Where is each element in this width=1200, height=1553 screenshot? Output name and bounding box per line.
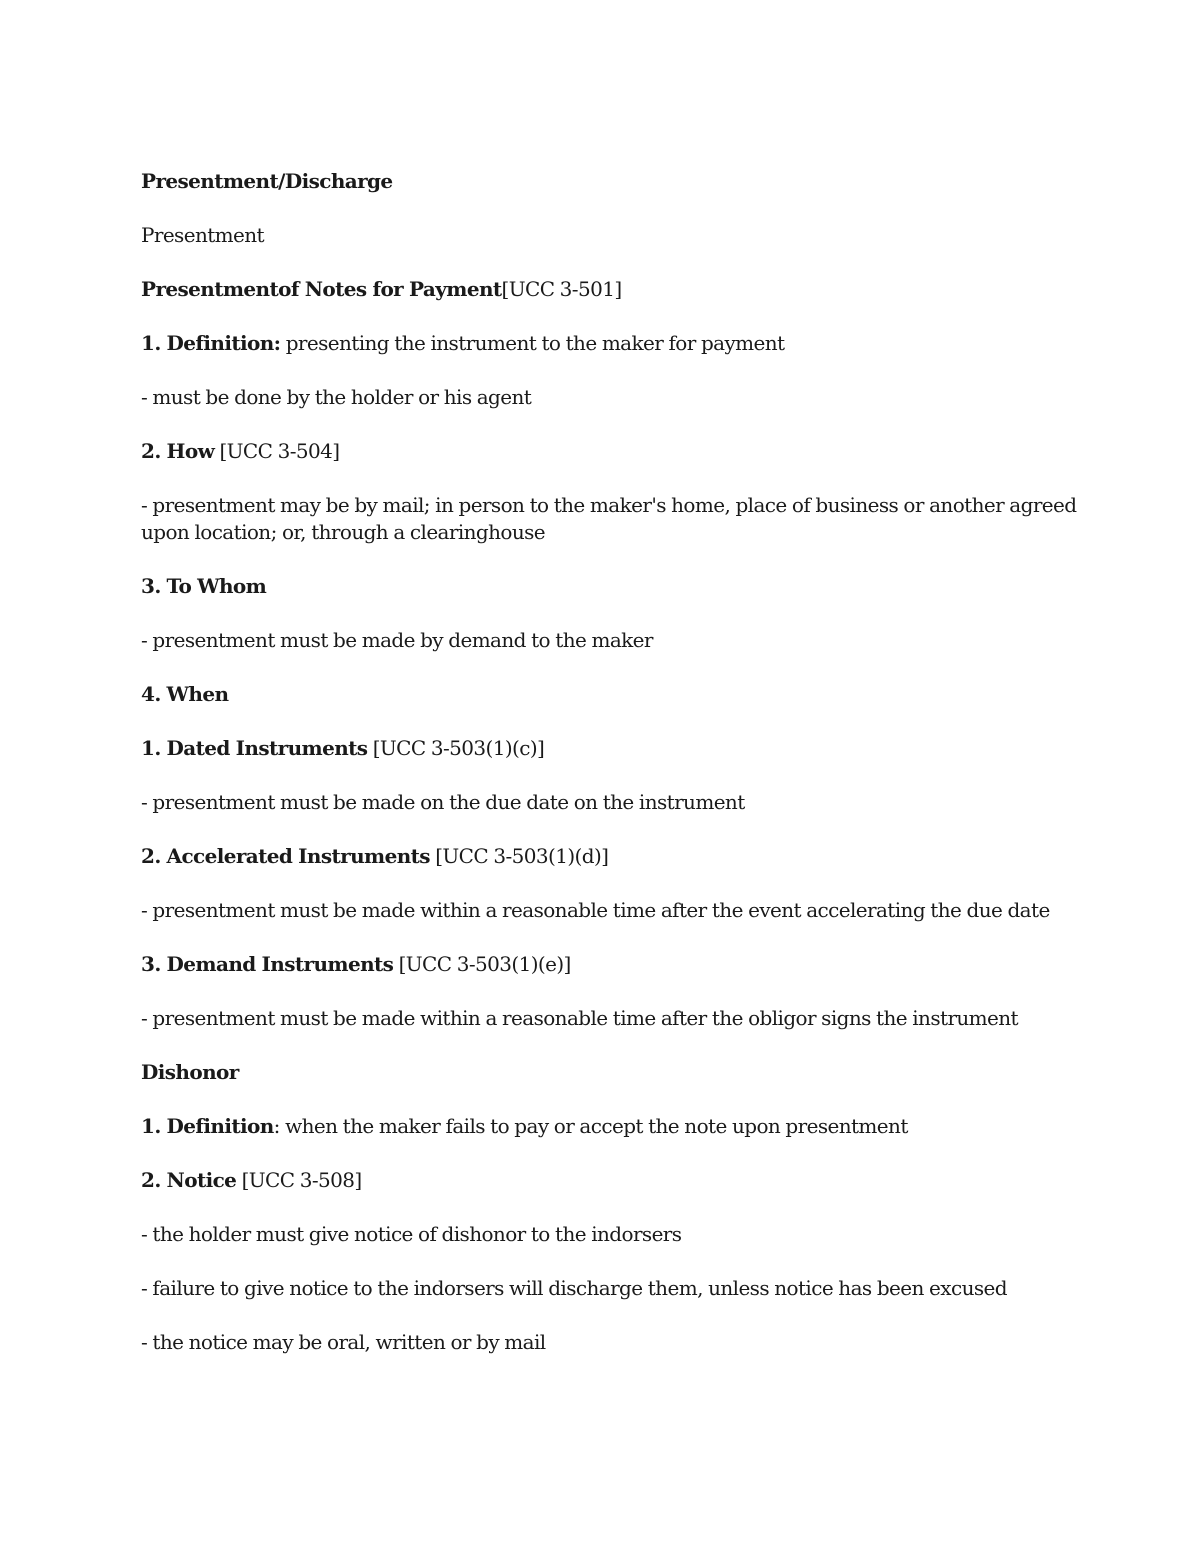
bullet-line <box>141 1275 1081 1302</box>
bullet-line <box>141 1005 1081 1032</box>
line-text: - presentment must be made within a reasonable time after the event accelerating the due date <box>141 898 1050 922</box>
line-bold: 1. Definition: <box>141 331 281 355</box>
line-bold: Presentmentof Notes for Payment <box>141 277 502 301</box>
item-how <box>141 438 1081 465</box>
document-title <box>141 168 1081 195</box>
subitem-dated-instruments <box>141 735 1081 762</box>
line-text: - failure to give notice to the indorsers will discharge them, unless notice has been excused <box>141 1276 1007 1300</box>
line-bold: Dishonor <box>141 1060 239 1084</box>
line-bold: 3. Demand Instruments <box>141 952 394 976</box>
line-text: presenting the instrument to the maker for payment <box>280 331 785 355</box>
bullet-line <box>141 492 1081 546</box>
line-bold: 1. Dated Instruments <box>141 736 368 760</box>
section-heading-presentment <box>141 222 1081 249</box>
document-page <box>141 168 1081 1383</box>
line-text: - presentment may be by mail; in person to the maker's home, place of business or another agreed upon location; or, through a clearinghouse <box>141 493 1077 544</box>
line-text: : when the maker fails to pay or accept the note upon presentment <box>273 1114 908 1138</box>
subheading-presentment-notes <box>141 276 1081 303</box>
bullet-line <box>141 384 1081 411</box>
line-bold: 2. Accelerated Instruments <box>141 844 430 868</box>
line-bold: 1. Definition <box>141 1114 274 1138</box>
line-text: - the holder must give notice of dishonor to the indorsers <box>141 1222 682 1246</box>
line-text: [UCC 3-503(1)(d)] <box>429 844 609 868</box>
line-text: - must be done by the holder or his agent <box>141 385 532 409</box>
item-when <box>141 681 1081 708</box>
title-bold: Presentment/Discharge <box>141 169 393 193</box>
line-bold: 2. Notice <box>141 1168 237 1192</box>
line-text: - presentment must be made on the due date on the instrument <box>141 790 745 814</box>
item-notice <box>141 1167 1081 1194</box>
item-definition <box>141 330 1081 357</box>
bullet-line <box>141 897 1081 924</box>
item-definition <box>141 1113 1081 1140</box>
subitem-accelerated-instruments <box>141 843 1081 870</box>
line-text: - presentment must be made by demand to the maker <box>141 628 653 652</box>
line-text: [UCC 3-504] <box>214 439 340 463</box>
bullet-line <box>141 627 1081 654</box>
bullet-line <box>141 789 1081 816</box>
line-text: [UCC 3-503(1)(c)] <box>367 736 545 760</box>
line-text: [UCC 3-508] <box>236 1168 362 1192</box>
subitem-demand-instruments <box>141 951 1081 978</box>
line-text: [UCC 3-501] <box>501 277 622 301</box>
section-heading-dishonor <box>141 1059 1081 1086</box>
line-text: - the notice may be oral, written or by mail <box>141 1330 546 1354</box>
line-text: [UCC 3-503(1)(e)] <box>393 952 571 976</box>
bullet-line <box>141 1329 1081 1356</box>
line-bold: 2. How <box>141 439 215 463</box>
item-to-whom <box>141 573 1081 600</box>
line-bold: 3. To Whom <box>141 574 267 598</box>
line-text: - presentment must be made within a reasonable time after the obligor signs the instrument <box>141 1006 1018 1030</box>
bullet-line <box>141 1221 1081 1248</box>
line-text: Presentment <box>141 223 264 247</box>
line-bold: 4. When <box>141 682 229 706</box>
